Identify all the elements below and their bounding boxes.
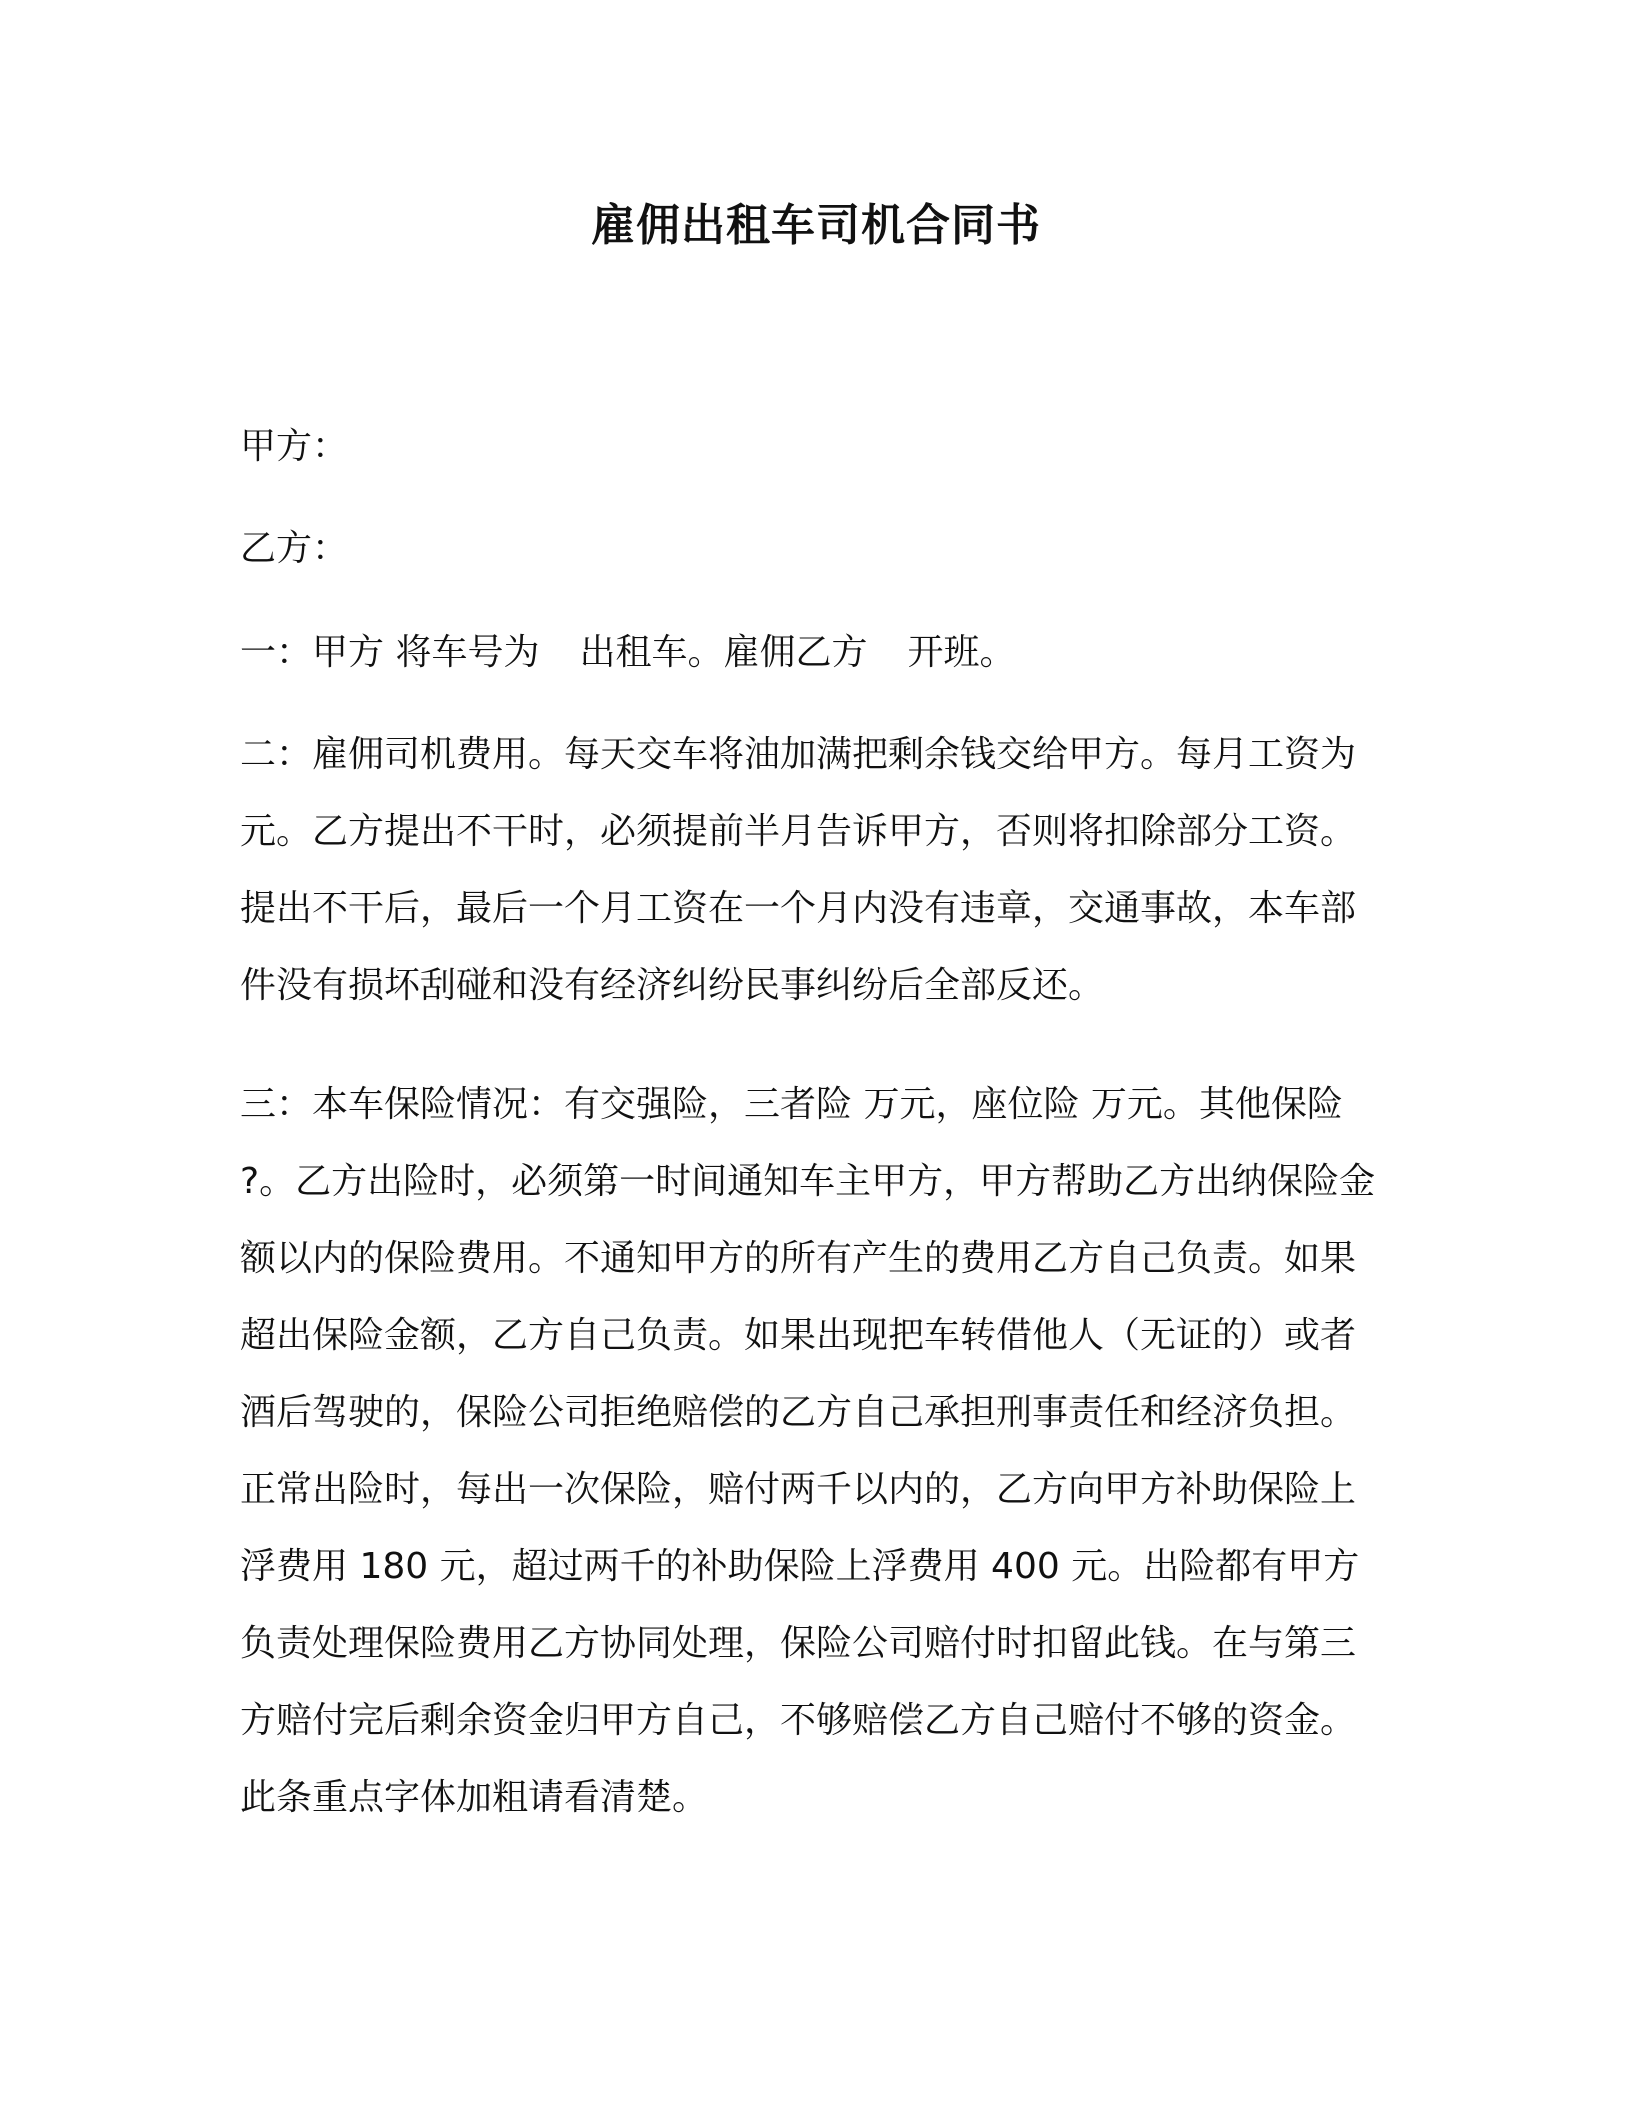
clause-1-part2: 出租车。雇佣乙方 bbox=[579, 632, 868, 673]
document-title: 雇佣出租车司机合同书 bbox=[591, 200, 1041, 251]
party-b-label: 乙方： bbox=[240, 528, 349, 569]
clause-3: 三：本车保险情况：有交强险，三者险 万元，座位险 万元。其他保险 ?。乙方出险时，必须第一时间通知车主甲方，甲方帮助乙方出纳保险金额以内的保险费用。不通知甲方的所有产生的费用乙方自己负责。如果超出保险金额，乙方自己负责。如果出现把车转借他人（无证的）或者酒后驾驶的，保险公司拒绝赔偿的乙方自己承担刑事责任和经济负担。正常出险时，每出一次保险，赔付两千以内的，乙方向甲方补助保险上浮费用 180 元，超过两千的补助保险上浮费用 400 元。出险都有甲方负责处理保险费用乙方协同处理，保险公司赔付时扣留此钱。在与第三方赔付完后剩余资金归甲方自己，不够赔偿乙方自己赔付不够的资金。此条重点字体加粗请看清楚。 bbox=[240, 1084, 1376, 1818]
clause-1 bbox=[240, 614, 1390, 691]
party-a-label: 甲方： bbox=[240, 426, 349, 467]
clause-1-part3: 开班。 bbox=[907, 632, 1016, 673]
clause-2: 二：雇佣司机费用。每天交车将油加满把剩余钱交给甲方。每月工资为元。乙方提出不干时，必须提前半月告诉甲方，否则将扣除部分工资。提出不干后，最后一个月工资在一个月内没有违章，交通事故，本车部件没有损坏刮碰和没有经济纠纷民事纠纷后全部反还。 bbox=[240, 734, 1357, 1006]
clause-1-part1: 一：甲方 将车号为 bbox=[240, 632, 540, 673]
